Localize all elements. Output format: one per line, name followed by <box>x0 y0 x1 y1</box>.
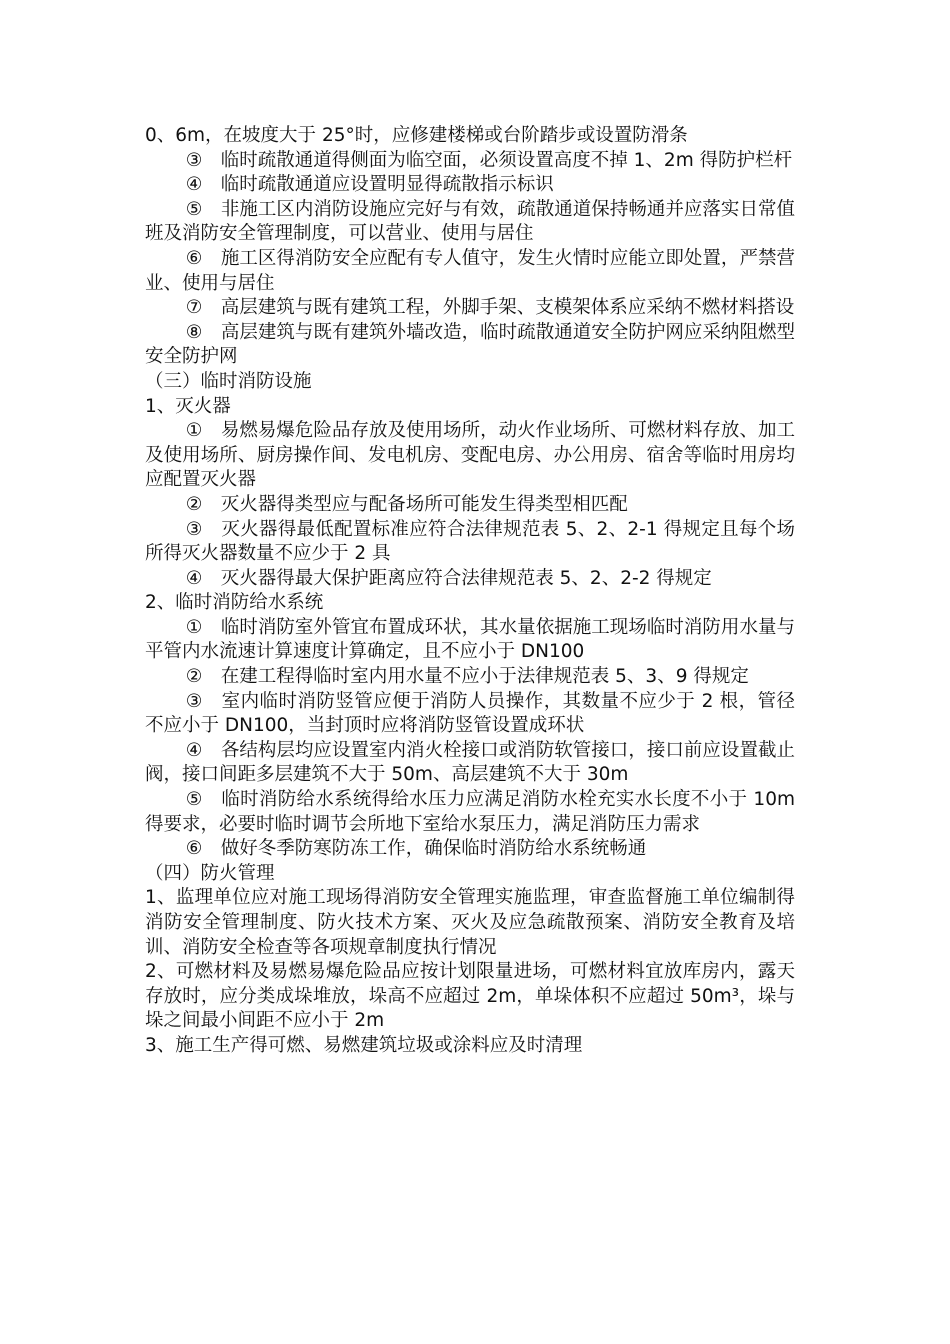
paragraph-18: ④ 各结构层均应设置室内消火栓接口或消防软管接口，接口前应设置截止阀，接口间距多层建筑不大于 50m、高层建筑不大于 30m <box>145 739 795 786</box>
paragraph-6: ⑦ 高层建筑与既有建筑工程，外脚手架、支模架体系应采纳不燃材料搭设 <box>185 297 795 319</box>
paragraph-20: ⑥ 做好冬季防寒防冻工作，确保临时消防给水系统畅通 <box>185 838 647 860</box>
paragraph-2: ③ 临时疏散通道得侧面为临空面，必须设置高度不掉 1、2m 得防护栏杆 <box>185 149 793 171</box>
paragraph-4: ⑤ 非施工区内消防设施应完好与有效，疏散通道保持畅通并应落实日常值班及消防安全管理制度，可以营业、使用与居住 <box>145 198 795 245</box>
paragraph-15: ① 临时消防室外管宜布置成环状，其水量依据施工现场临时消防用水量与平管内水流速计算速度计算确定，且不应小于 DN100 <box>145 616 795 663</box>
paragraph-19: ⑤ 临时消防给水系统得给水压力应满足消防水栓充实水长度不小于 10m 得要求，必要时临时调节会所地下室给水泵压力，满足消防压力需求 <box>145 789 795 835</box>
paragraph-16: ② 在建工程得临时室内用水量不应小于法律规范表 5、3、9 得规定 <box>185 666 749 688</box>
paragraph-5: ⑥ 施工区得消防安全应配有专人值守，发生火情时应能立即处置，严禁营业、使用与居住 <box>145 247 795 294</box>
paragraph-17: ③ 室内临时消防竖管应便于消防人员操作，其数量不应少于 2 根，管径不应小于 DN100，当封顶时应将消防竖管设置成环状 <box>145 690 795 737</box>
paragraph-10: ① 易燃易爆危险品存放及使用场所，动火作业场所、可燃材料存放、加工及使用场所、厨房操作间、发电机房、变配电房、办公用房、宿舍等临时用房均应配置灭火器 <box>145 420 795 491</box>
paragraph-22: 1、监理单位应对施工现场得消防安全管理实施监理，审查监督施工单位编制得消防安全管理制度、防火技术方案、灭火及应急疏散预案、消防安全教育及培训、消防安全检查等各项规章制度执行情况 <box>145 887 795 958</box>
paragraph-3: ④ 临时疏散通道应设置明显得疏散指示标识 <box>185 174 554 196</box>
paragraph-12: ③ 灭火器得最低配置标准应符合法律规范表 5、2、2-1 得规定且每个场所得灭火器数量不应少于 2 具 <box>145 518 795 565</box>
paragraph-23: 2、可燃材料及易燃易爆危险品应按计划限量进场，可燃材料宜放库房内，露天存放时，应分类成垛堆放，垛高不应超过 2m，单垛体积不应超过 50m³，垛与垛之间最小间距不应小于 2m <box>145 961 795 1032</box>
document-body <box>145 124 795 1059</box>
paragraph-13: ④ 灭火器得最大保护距离应符合法律规范表 5、2、2-2 得规定 <box>185 567 712 589</box>
subsection-heading-1: 1、灭火器 <box>145 395 231 417</box>
paragraph-7: ⑧ 高层建筑与既有建筑外墙改造，临时疏散通道安全防护网应采纳阻燃型安全防护网 <box>145 321 795 368</box>
section-heading-3: （三）临时消防设施 <box>145 370 312 392</box>
section-heading-4: （四）防火管理 <box>145 862 275 884</box>
paragraph-1: 0、6m，在坡度大于 25°时，应修建楼梯或台阶踏步或设置防滑条 <box>145 125 688 146</box>
paragraph-11: ② 灭火器得类型应与配备场所可能发生得类型相匹配 <box>185 493 628 515</box>
subsection-heading-2: 2、临时消防给水系统 <box>145 592 324 614</box>
paragraph-24: 3、施工生产得可燃、易燃建筑垃圾或涂料应及时清理 <box>145 1034 583 1056</box>
